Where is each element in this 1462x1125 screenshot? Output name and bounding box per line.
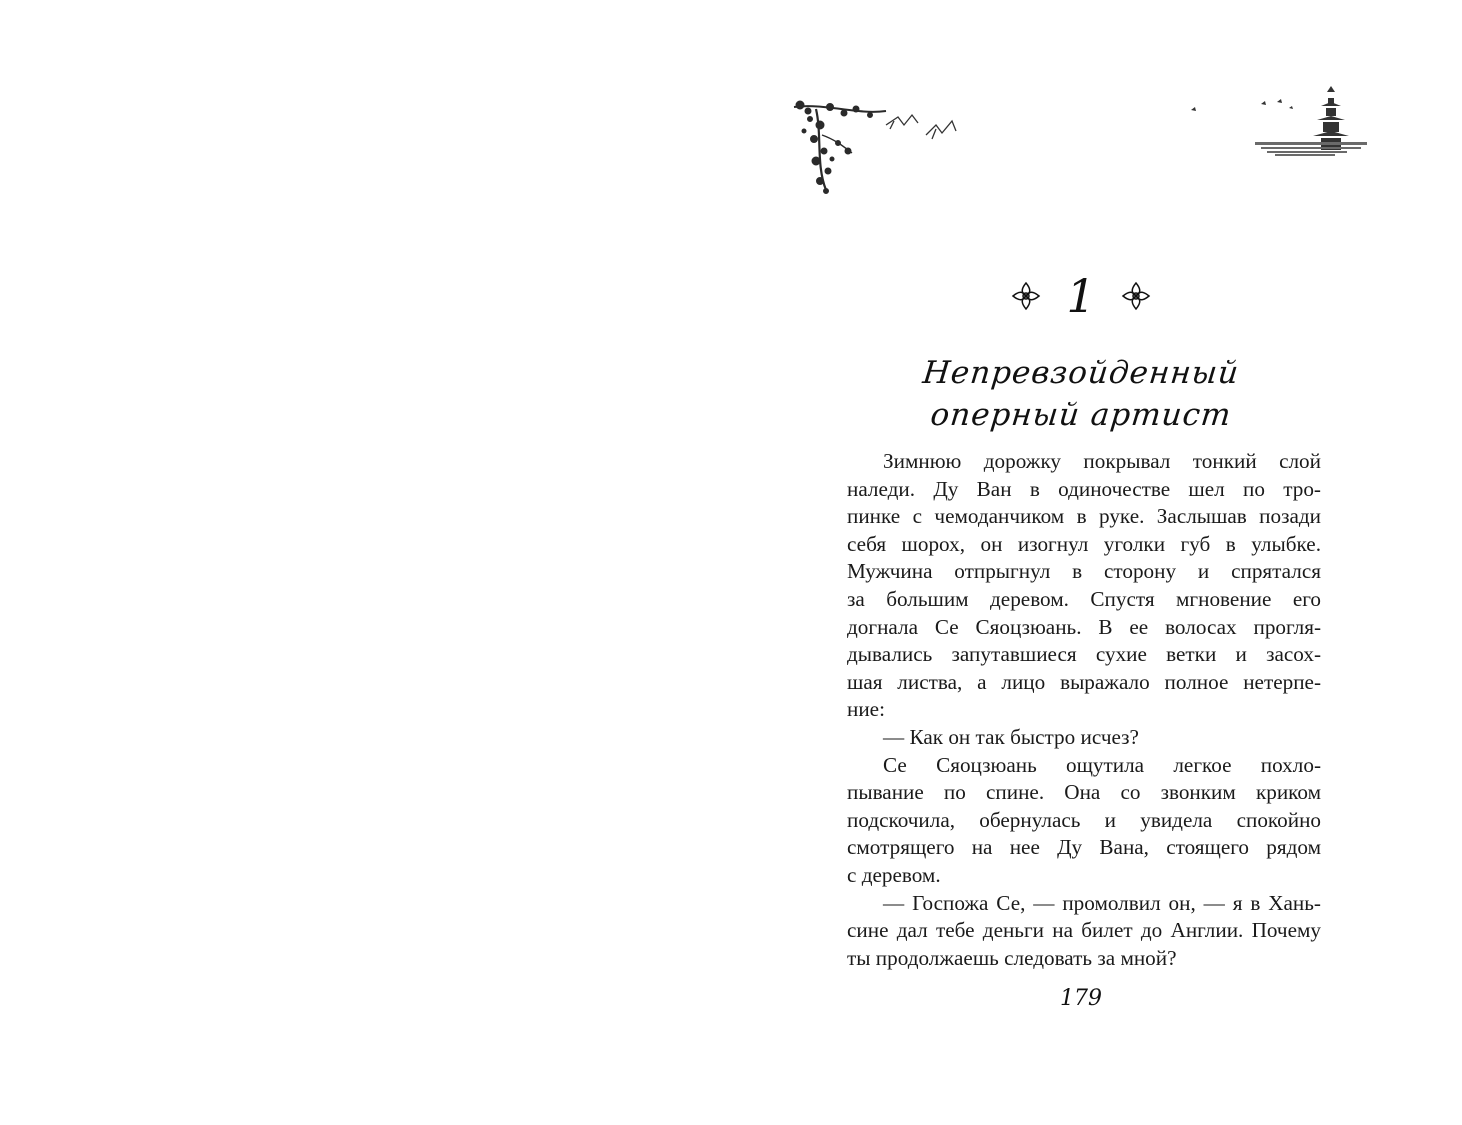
body-line: за большим деревом. Спустя мгновение его — [847, 586, 1321, 611]
body-line: ты продолжаешь следовать за мной? — [847, 945, 1177, 970]
chapter-title — [881, 352, 1281, 436]
body-line: Зимнюю дорожку покрывал тонкий слой — [883, 449, 1321, 473]
chapter-title-line: оперный артист — [928, 397, 1234, 433]
body-line: Мужчина отпрыгнул в сторону и спрятался — [847, 559, 1321, 584]
body-line: Се Сяоцзюань ощутила легкое похло- — [883, 752, 1321, 777]
chapter-number — [1011, 268, 1151, 324]
pagoda-illustration — [1171, 80, 1371, 170]
body-line: шая листва, а лицо выражало полное нетерпе- — [847, 669, 1321, 694]
page-number: 179 — [1060, 986, 1102, 1011]
blossom-branch-illustration — [786, 95, 1026, 200]
flower-ornament-icon — [1121, 281, 1151, 311]
flower-ornament-icon — [1011, 281, 1041, 311]
body-line: дывались запутавшиеся сухие ветки и засох- — [847, 642, 1321, 667]
body-line: наледи. Ду Ван в одиночестве шел по тро- — [847, 476, 1321, 501]
body-line: сине дал тебе деньги на билет до Англии. Почему — [847, 918, 1321, 943]
body-line: подскочила, обернулась и увидела спокойно — [847, 807, 1321, 832]
body-line: — Госпожа Се, — промолвил он, — я в Хань- — [883, 890, 1321, 915]
body-line: пинке с чемоданчиком в руке. Заслышав позади — [847, 504, 1321, 529]
body-line: себя шорох, он изогнул уголки губ в улыбке. — [847, 531, 1321, 556]
body-line: пывание по спине. Она со звонким криком — [847, 780, 1321, 805]
body-line: с деревом. — [847, 862, 941, 887]
body-line: ние: — [847, 697, 885, 722]
body-line: догнала Се Сяоцзюань. В ее волосах прогля- — [847, 614, 1321, 639]
right-page — [731, 0, 1462, 1125]
chapter-title-line: Непревзойденный — [921, 355, 1241, 391]
chapter-number-text: 1 — [1066, 269, 1096, 323]
body-text — [847, 448, 1321, 972]
body-line: смотрящего на нее Ду Вана, стоящего рядом — [847, 835, 1321, 860]
body-line: — Как он так быстро исчез? — [883, 724, 1139, 749]
